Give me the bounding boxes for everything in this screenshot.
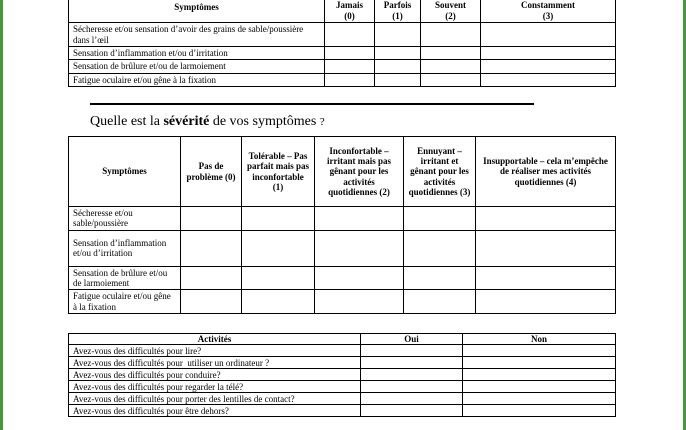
symptom-label: Sensation d’inflammation et/ou d’irritation — [69, 230, 181, 266]
frequency-header-constantly: Constamment (3) — [481, 0, 616, 23]
symptom-label: Sensation de brûlure et/ou de larmoiement — [69, 266, 181, 290]
answer-cell[interactable] — [463, 393, 616, 405]
answer-cell[interactable] — [315, 230, 404, 266]
answer-cell[interactable] — [315, 290, 404, 314]
answer-cell[interactable] — [325, 47, 375, 60]
answer-cell[interactable] — [421, 73, 481, 86]
answer-cell[interactable] — [181, 266, 242, 290]
answer-cell[interactable] — [375, 23, 421, 47]
symptom-label: Sécheresse et/ou sensation d’avoir des grains de sable/poussière dans l’œil — [69, 23, 325, 47]
answer-cell[interactable] — [325, 73, 375, 86]
frequency-header-sometimes: Parfois (1) — [375, 0, 421, 23]
answer-cell[interactable] — [181, 290, 242, 314]
answer-cell[interactable] — [375, 73, 421, 86]
answer-cell[interactable] — [361, 369, 463, 381]
answer-cell[interactable] — [181, 207, 242, 231]
table-row — [69, 393, 616, 405]
answer-cell[interactable] — [325, 60, 375, 73]
answer-cell[interactable] — [404, 290, 476, 314]
question-text-bold: sévérité — [163, 114, 210, 129]
severity-header-tolerable: Tolérable – Pas parfait mais pas inconfortable (1) — [242, 137, 315, 207]
table-row — [69, 290, 616, 314]
severity-table — [68, 136, 616, 314]
answer-cell[interactable] — [361, 357, 463, 369]
activity-label: Avez-vous des difficultés pour porter des lentilles de contact? — [69, 393, 361, 405]
question-text-start: Quelle est la — [90, 114, 164, 129]
answer-cell[interactable] — [463, 405, 616, 417]
table-row — [69, 357, 616, 369]
answer-cell[interactable] — [361, 345, 463, 357]
symptom-label: Sécheresse et/ou sable/poussière — [69, 207, 181, 231]
activities-header-yes: Oui — [361, 334, 463, 345]
frequency-header-row — [69, 0, 616, 23]
table-row — [69, 207, 616, 231]
activities-header-no: Non — [463, 334, 616, 345]
page-frame-left — [0, 0, 3, 430]
table-row — [69, 47, 616, 60]
activities-table — [68, 333, 616, 417]
table-row — [69, 230, 616, 266]
table-row — [69, 369, 616, 381]
answer-cell[interactable] — [463, 381, 616, 393]
answer-cell[interactable] — [463, 345, 616, 357]
answer-cell[interactable] — [463, 357, 616, 369]
answer-cell[interactable] — [421, 47, 481, 60]
activities-header-activities: Activités — [69, 334, 361, 345]
answer-cell[interactable] — [242, 230, 315, 266]
activity-label: Avez-vous des difficultés pour regarder la télé? — [69, 381, 361, 393]
question-text-end: de vos symptômes — [209, 114, 320, 129]
table-row — [69, 381, 616, 393]
answer-cell[interactable] — [476, 290, 616, 314]
table-row — [69, 405, 616, 417]
answer-cell[interactable] — [481, 60, 616, 73]
answer-cell[interactable] — [481, 47, 616, 60]
activity-label: Avez-vous des difficultés pour conduire? — [69, 369, 361, 381]
frequency-header-never: Jamais (0) — [325, 0, 375, 23]
frequency-header-symptoms: Symptômes — [69, 0, 325, 23]
answer-cell[interactable] — [421, 60, 481, 73]
answer-cell[interactable] — [404, 230, 476, 266]
answer-cell[interactable] — [361, 393, 463, 405]
activity-label: Avez-vous des difficultés pour utiliser un ordinateur ? — [69, 357, 361, 369]
answer-cell[interactable] — [476, 207, 616, 231]
severity-header-no-problem: Pas de problème (0) — [181, 137, 242, 207]
symptom-label: Sensation de brûlure et/ou de larmoiement — [69, 60, 325, 73]
answer-cell[interactable] — [476, 266, 616, 290]
severity-header-row — [69, 137, 616, 207]
severity-header-annoying: Ennuyant – irritant et gênant pour les activités quotidiennes (3) — [404, 137, 476, 207]
question-mark: ? — [319, 116, 325, 128]
frequency-header-often: Souvent (2) — [421, 0, 481, 23]
answer-cell[interactable] — [242, 207, 315, 231]
answer-cell[interactable] — [361, 381, 463, 393]
answer-cell[interactable] — [361, 405, 463, 417]
symptom-label: Sensation d’inflammation et/ou d’irritation — [69, 47, 325, 60]
severity-question — [90, 114, 325, 130]
symptom-label: Fatigue oculaire et/ou gêne à la fixation — [69, 290, 181, 314]
severity-header-unbearable: Insupportable – cela m’empêche de réaliser mes activités quotidiennes (4) — [476, 137, 616, 207]
activity-label: Avez-vous des difficultés pour être dehors? — [69, 405, 361, 417]
table-row — [69, 345, 616, 357]
answer-cell[interactable] — [404, 207, 476, 231]
activity-label: Avez-vous des difficultés pour lire? — [69, 345, 361, 357]
severity-header-uncomfortable: Inconfortable – irritant mais pas gênant pour les activités quotidiennes (2) — [315, 137, 404, 207]
answer-cell[interactable] — [481, 73, 616, 86]
answer-cell[interactable] — [315, 266, 404, 290]
table-row — [69, 60, 616, 73]
answer-cell[interactable] — [181, 230, 242, 266]
table-row — [69, 266, 616, 290]
answer-cell[interactable] — [404, 266, 476, 290]
severity-header-symptoms: Symptômes — [69, 137, 181, 207]
answer-cell[interactable] — [315, 207, 404, 231]
table-row — [69, 23, 616, 47]
symptom-label: Fatigue oculaire et/ou gêne à la fixation — [69, 73, 325, 86]
answer-cell[interactable] — [421, 23, 481, 47]
answer-cell[interactable] — [375, 47, 421, 60]
answer-cell[interactable] — [242, 290, 315, 314]
answer-cell[interactable] — [325, 23, 375, 47]
activities-header-row — [69, 334, 616, 345]
section-divider — [90, 103, 534, 105]
answer-cell[interactable] — [476, 230, 616, 266]
answer-cell[interactable] — [481, 23, 616, 47]
table-row — [69, 73, 616, 86]
answer-cell[interactable] — [375, 60, 421, 73]
answer-cell[interactable] — [242, 266, 315, 290]
answer-cell[interactable] — [463, 369, 616, 381]
frequency-table — [68, 0, 616, 87]
